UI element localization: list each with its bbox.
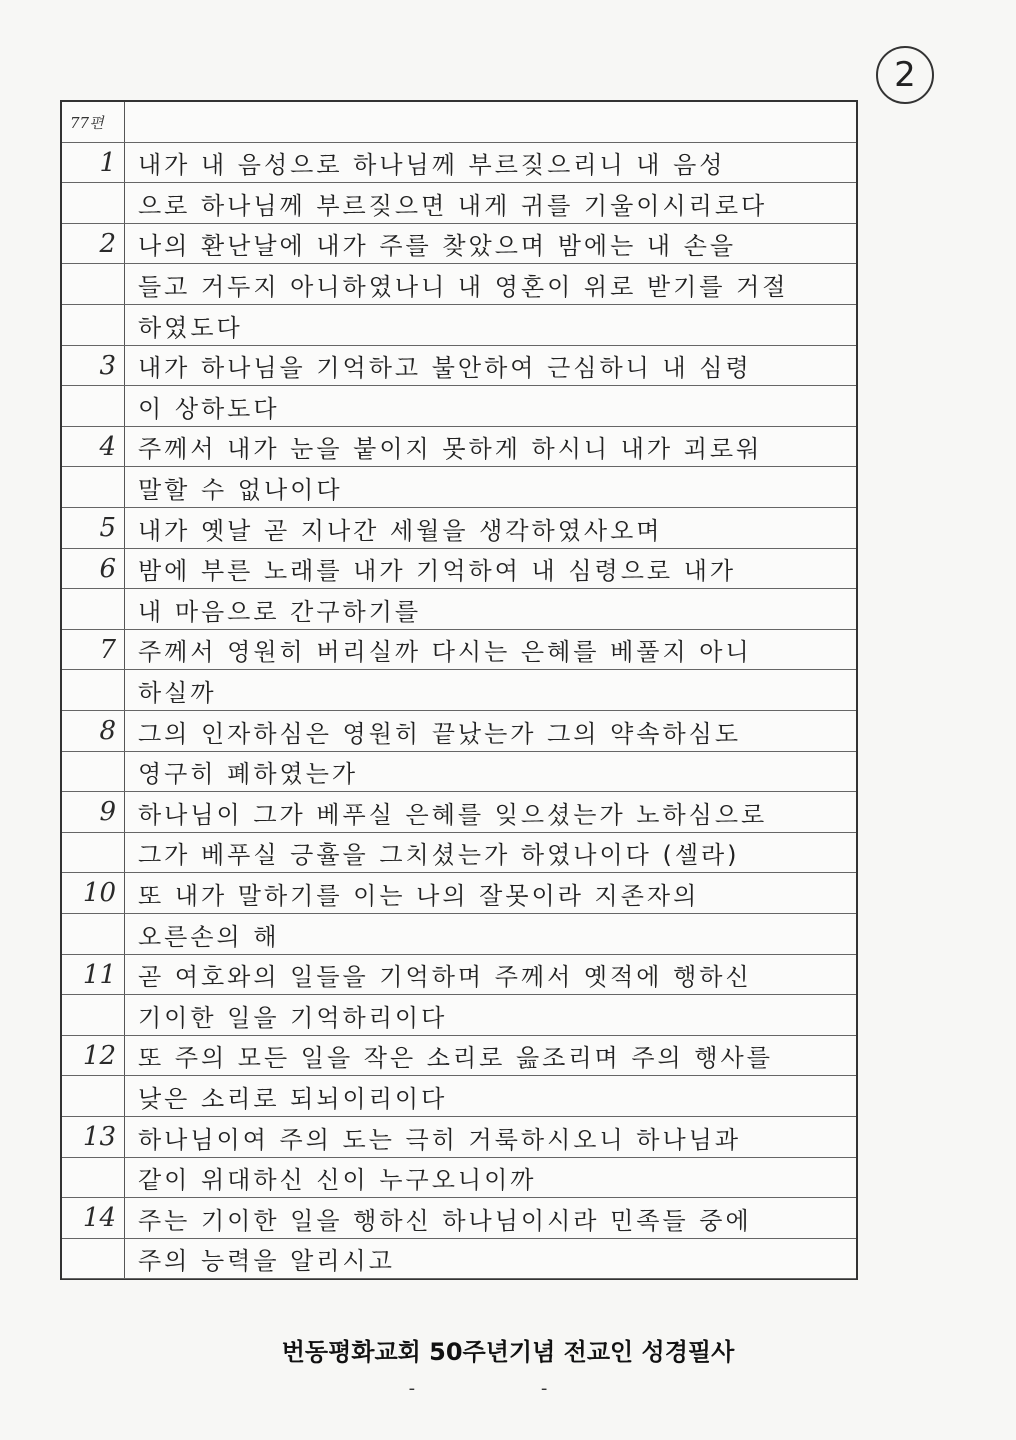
verse-number: 11 [82, 959, 116, 990]
page-number: 2 [894, 55, 916, 95]
verse-text: 내가 하나님을 기억하고 불안하여 근심하니 내 심령 [138, 354, 752, 383]
verse-text: 그가 베푸실 긍휼을 그치셨는가 하였나이다 (셀라) [138, 841, 740, 870]
verse-number: 14 [82, 1203, 116, 1234]
manuscript-line [62, 305, 856, 346]
verse-number [62, 264, 124, 304]
verse-number: 8 [99, 716, 116, 746]
verse-number: 2 [99, 228, 116, 259]
verse-number [62, 467, 124, 507]
verse-number: 5 [99, 513, 116, 543]
manuscript-line [62, 833, 856, 874]
manuscript-line [62, 670, 856, 711]
verse-text: 주는 기이한 일을 행하신 하나님이시라 민족들 중에 [138, 1206, 752, 1235]
manuscript-line [62, 346, 856, 387]
manuscript-line [62, 1076, 856, 1117]
verse-text: 영구히 폐하였는가 [138, 760, 359, 789]
verse-number [62, 833, 124, 873]
page-number-circle [876, 46, 934, 104]
verse-number [62, 386, 124, 426]
verse-number [62, 1076, 124, 1116]
verse-text: 내 마음으로 간구하기를 [138, 597, 422, 626]
manuscript-line [62, 752, 856, 793]
verse-number: 13 [82, 1122, 116, 1152]
manuscript-line [62, 995, 856, 1036]
verse-number: 10 [82, 878, 116, 909]
manuscript-line [62, 549, 856, 590]
manuscript-line [62, 183, 856, 224]
verse-text: 이 상하도다 [138, 394, 280, 423]
verse-number: 12 [82, 1040, 116, 1071]
manuscript-line [62, 589, 856, 630]
verse-text: 곧 여호와의 일들을 기억하며 주께서 옛적에 행하신 [138, 963, 752, 992]
verse-text: 하나님이 그가 베푸실 은혜를 잊으셨는가 노하심으로 [138, 800, 768, 829]
verse-number: 3 [99, 350, 116, 381]
verse-text: 그의 인자하심은 영원히 끝났는가 그의 약속하심도 [138, 719, 742, 748]
verse-text: 내가 내 음성으로 하나님께 부르짖으리니 내 음성 [138, 151, 726, 180]
manuscript-line [62, 873, 856, 914]
verse-number [62, 670, 124, 710]
manuscript-line [62, 264, 856, 305]
verse-number [62, 1158, 124, 1198]
verse-number: 9 [99, 797, 116, 828]
manuscript-line [62, 711, 856, 752]
manuscript-line [62, 955, 856, 996]
verse-number: 1 [99, 147, 116, 178]
verse-text: 기이한 일을 기억하리이다 [138, 1003, 448, 1032]
verse-text: 들고 거두지 아니하였나니 내 영혼이 위로 받기를 거절 [138, 272, 789, 301]
verse-text: 말할 수 없나이다 [138, 475, 343, 504]
verse-text: 으로 하나님께 부르짖으면 내게 귀를 기울이시리로다 [138, 191, 768, 220]
verse-text: 하나님이여 주의 도는 극히 거룩하시오니 하나님과 [138, 1125, 742, 1154]
verse-number: 6 [99, 553, 116, 584]
verse-text: 주께서 영원히 버리실까 다시는 은혜를 베풀지 아니 [138, 638, 752, 667]
manuscript-line [62, 914, 856, 955]
footer-dashes: - - [408, 1378, 608, 1399]
verse-text: 나의 환난날에 내가 주를 찾았으며 밤에는 내 손을 [138, 232, 737, 261]
manuscript-line [62, 427, 856, 468]
verse-text: 또 내가 말하기를 이는 나의 잘못이라 지존자의 [138, 881, 700, 910]
verse-number [62, 183, 124, 223]
verse-text: 주께서 내가 눈을 붙이지 못하게 하시니 내가 괴로워 [138, 435, 763, 464]
verse-text: 하실까 [138, 678, 217, 707]
chapter-label: 77편 [70, 113, 104, 132]
verse-text: 주의 능력을 알리시고 [138, 1247, 395, 1276]
manuscript-sheet [60, 100, 858, 1280]
verse-number [62, 752, 124, 792]
manuscript-line [62, 102, 856, 143]
manuscript-line [62, 224, 856, 265]
verse-text: 내가 옛날 곧 지나간 세월을 생각하였사오며 [138, 516, 663, 545]
manuscript-line [62, 1117, 856, 1158]
verse-number [62, 1239, 124, 1279]
verse-number [62, 305, 124, 345]
manuscript-line [62, 1239, 856, 1280]
verse-number [62, 589, 124, 629]
manuscript-line [62, 630, 856, 671]
verse-text: 또 주의 모든 일을 작은 소리로 읊조리며 주의 행사를 [138, 1044, 773, 1073]
footer-title: 번동평화교회 50주년기념 전교인 성경필사 [281, 1338, 735, 1366]
verse-text: 같이 위대하신 신이 누구오니이까 [138, 1166, 537, 1195]
verse-text: 밤에 부른 노래를 내가 기억하여 내 심령으로 내가 [138, 557, 737, 586]
verse-text: 오른손의 해 [138, 922, 280, 951]
verse-text: 하였도다 [138, 313, 243, 342]
verse-number: 7 [99, 634, 116, 665]
manuscript-line [62, 508, 856, 549]
manuscript-line [62, 143, 856, 184]
manuscript-line [62, 1036, 856, 1077]
manuscript-line [62, 1198, 856, 1239]
manuscript-line [62, 1158, 856, 1199]
verse-number: 4 [99, 431, 116, 462]
verse-number [62, 914, 124, 954]
manuscript-line [62, 467, 856, 508]
verse-text: 낮은 소리로 되뇌이리이다 [138, 1084, 448, 1113]
manuscript-line [62, 792, 856, 833]
manuscript-line [62, 386, 856, 427]
verse-number [62, 995, 124, 1035]
